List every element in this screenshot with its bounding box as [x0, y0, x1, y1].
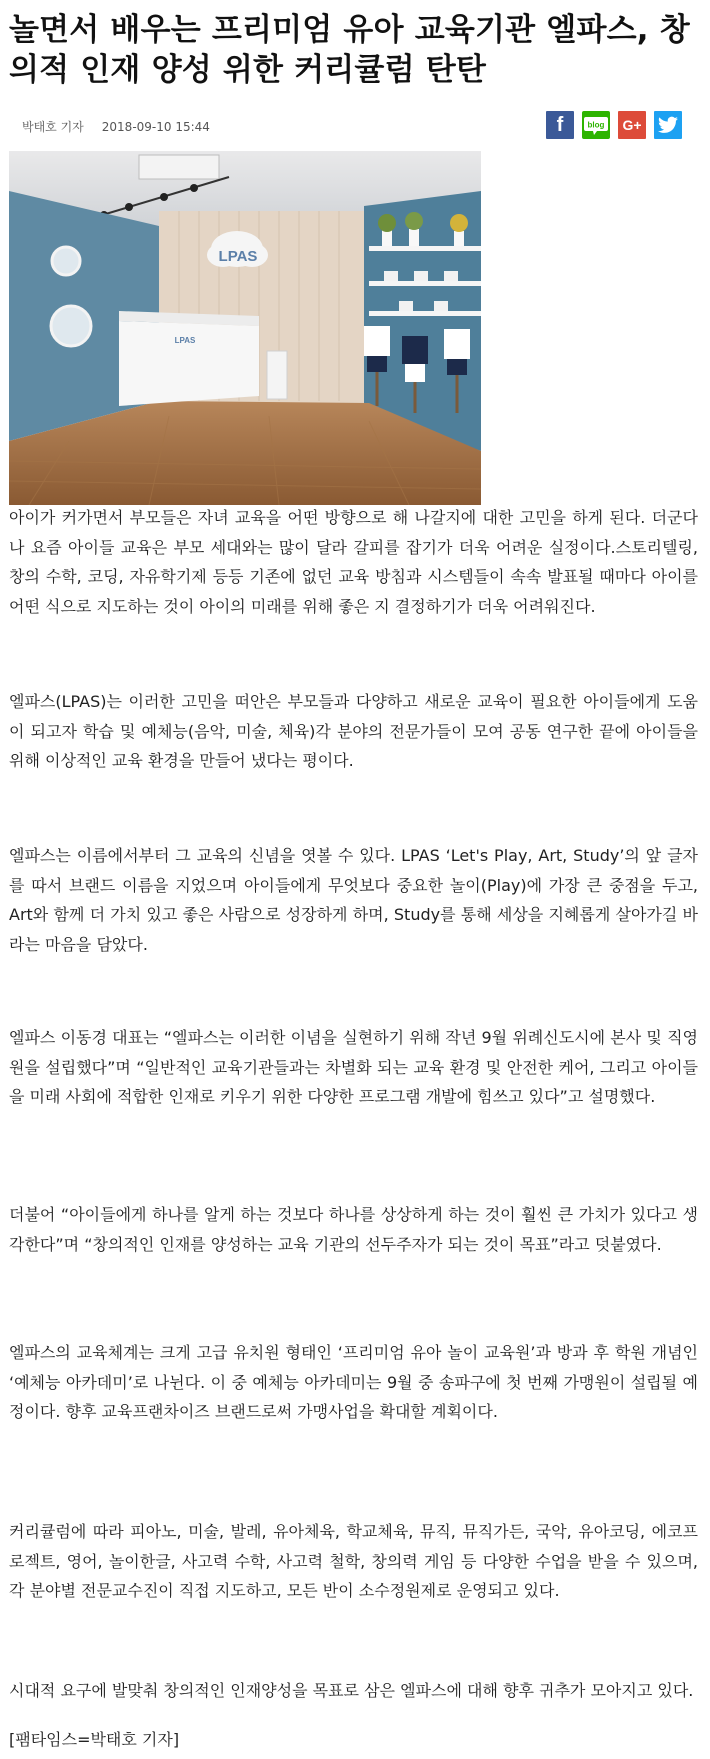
article-photo	[9, 151, 481, 505]
facebook-icon: f	[556, 113, 564, 136]
share-buttons	[546, 111, 682, 139]
article-paragraph: 엘파스의 교육체계는 크게 고급 유치원 형태인 ‘프리미엄 유아 놀이 교육원’과 방과 후 학원 개념인 ‘예체능 아카데미’로 나뉜다. 이 중 예체능 아카데미는 9월 중 송파구에 첫 번째 가맹원이 설립될 예정이다. 향후 교육프랜차이즈 브랜드로써 가맹사업을 확대할 계획이다.	[9, 1343, 698, 1421]
google-plus-icon: G+	[622, 117, 642, 133]
twitter-share-button[interactable]	[654, 111, 682, 139]
svg-text:blog: blog	[587, 120, 605, 130]
article-paragraph: 더불어 “아이들에게 하나를 알게 하는 것보다 하나를 상상하게 하는 것이 훨씬 큰 가치가 있다고 생각한다”며 “창의적인 인재를 양성하는 교육 기관의 선두주자가 되는 것이 목표”라고 덧붙였다.	[9, 1205, 698, 1254]
article-body	[9, 503, 698, 1749]
svg-text:LPAS: LPAS	[218, 248, 258, 265]
article-headline: 놀면서 배우는 프리미엄 유아 교육기관 엘파스, 창의적 인재 양성 위한 커리큘럼 탄탄	[9, 12, 690, 88]
svg-text:LPAS: LPAS	[174, 336, 196, 345]
facebook-share-button[interactable]	[546, 111, 574, 139]
article-paragraph: 시대적 요구에 발맞춰 창의적인 인재양성을 목표로 삼은 엘파스에 대해 향후 귀추가 모아지고 있다.	[9, 1681, 694, 1700]
article-meta	[22, 118, 210, 135]
article-paragraph: 엘파스는 이름에서부터 그 교육의 신념을 엿볼 수 있다. LPAS ‘Let's Play, Art, Study’의 앞 글자를 따서 브랜드 이름을 지었으며 아이들에게 무엇보다 중요한 놀이(Play)에 가장 큰 중점을 두고, Art와 함께 더 가치 있고 좋은 사람으로 성장하게 하며, Study를 통해 세상을 지혜롭게 살아가길 바라는 마음을 담았다.	[9, 846, 698, 954]
publish-datetime: 2018-09-10 15:44	[101, 119, 210, 134]
article-paragraph: 아이가 커가면서 부모들은 자녀 교육을 어떤 방향으로 해 나갈지에 대한 고민을 하게 된다. 더군다나 요즘 아이들 교육은 부모 세대와는 많이 달라 갈피를 잡기가 더욱 어려운 실정이다.스토리텔링, 창의 수학, 코딩, 자유학기제 등등 기존에 없던 교육 방침과 시스템들이 속속 발표될 때마다 아이를 어떤 식으로 지도하는 것이 아이의 미래를 위해 좋은 지 결정하기가 더욱 어려워진다.	[9, 508, 698, 616]
lobby-photo-illustration	[9, 151, 481, 505]
article-paragraph: 커리큘럼에 따라 피아노, 미술, 발레, 유아체육, 학교체육, 뮤직, 뮤직가든, 국악, 유아코딩, 에코프로젝트, 영어, 놀이한글, 사고력 수학, 사고력 철학, 창의력 게임 등 다양한 수업을 받을 수 있으며, 각 분야별 전문교수진이 직접 지도하고, 모든 반이 소수정원제로 운영되고 있다.	[9, 1522, 698, 1600]
article-paragraph: 엘파스(LPAS)는 이러한 고민을 떠안은 부모들과 다양하고 새로운 교육이 필요한 아이들에게 도움이 되고자 학습 및 예체능(음악, 미술, 체육)각 분야의 전문가들이 모여 공동 연구한 끝에 아이들을 위해 이상적인 교육 환경을 만들어 냈다는 평이다.	[9, 692, 698, 770]
blog-share-button[interactable]	[582, 111, 610, 139]
blog-icon	[582, 111, 610, 139]
reporter-name: 박태호 기자	[22, 120, 84, 134]
google-plus-share-button[interactable]	[618, 111, 646, 139]
twitter-icon	[658, 116, 678, 134]
article-paragraph: 엘파스 이동경 대표는 “엘파스는 이러한 이념을 실현하기 위해 작년 9월 위례신도시에 본사 및 직영원을 설립했다”며 “일반적인 교육기관들과는 차별화 되는 교육 환경 및 안전한 케어, 그리고 아이들을 미래 사회에 적합한 인재로 키우기 위한 다양한 프로그램 개발에 힘쓰고 있다”고 설명했다.	[9, 1028, 698, 1106]
article-byline: [팸타임스=박태호 기자]	[9, 1730, 180, 1749]
